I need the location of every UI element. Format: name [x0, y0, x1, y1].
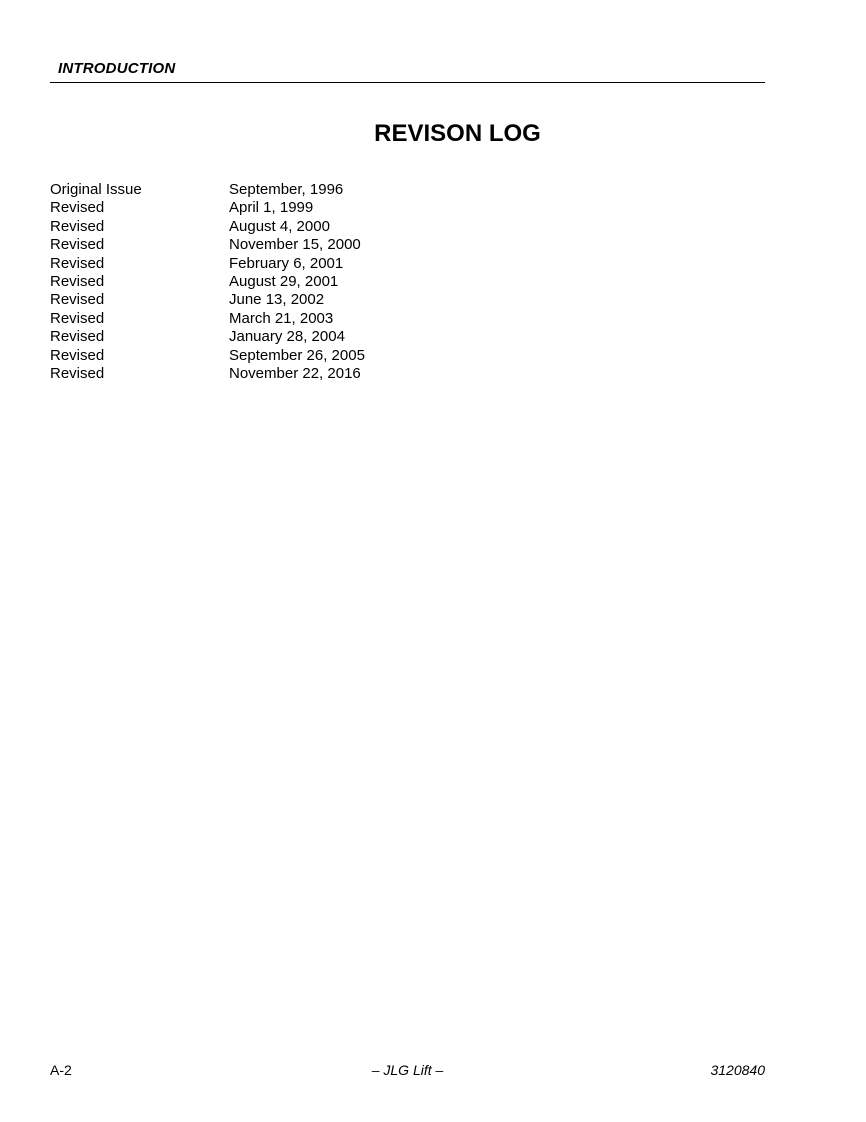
- page-header: [50, 60, 765, 83]
- revision-label: Revised: [50, 272, 105, 290]
- revision-label: Revised: [50, 346, 105, 364]
- revision-date: February 6, 2001: [229, 254, 344, 272]
- revision-label: Revised: [50, 199, 105, 217]
- revision-row: [50, 255, 550, 273]
- revision-row: [50, 328, 550, 346]
- revision-date: August 29, 2001: [229, 272, 339, 290]
- revision-row: [50, 273, 550, 291]
- revision-log: [50, 181, 550, 383]
- footer-brand: – JLG Lift –: [371, 1062, 444, 1078]
- revision-row: [50, 218, 550, 236]
- revision-row: [50, 310, 550, 328]
- document-number: 3120840: [710, 1062, 765, 1078]
- page-number: A-2: [50, 1062, 72, 1078]
- revision-date: June 13, 2002: [229, 291, 325, 309]
- revision-label: Revised: [50, 254, 105, 272]
- revision-row: [50, 347, 550, 365]
- page-footer: [50, 1062, 765, 1080]
- revision-date: November 15, 2000: [229, 236, 361, 254]
- revision-date: August 4, 2000: [229, 217, 330, 235]
- revision-label: Original Issue: [50, 181, 142, 198]
- revision-row: [50, 236, 550, 254]
- revision-label: Revised: [50, 328, 105, 346]
- revision-date: September 26, 2005: [229, 346, 365, 364]
- revision-date: November 22, 2016: [229, 364, 361, 382]
- section-title: INTRODUCTION: [58, 60, 176, 77]
- revision-date: September, 1996: [229, 181, 344, 198]
- revision-row: [50, 181, 550, 199]
- page-title: REVISON LOG: [374, 120, 541, 147]
- revision-row: [50, 365, 550, 383]
- revision-label: Revised: [50, 236, 105, 254]
- revision-date: March 21, 2003: [229, 309, 334, 327]
- revision-date: January 28, 2004: [229, 328, 345, 346]
- revision-date: April 1, 1999: [229, 199, 314, 217]
- revision-row: [50, 291, 550, 309]
- revision-label: Revised: [50, 309, 105, 327]
- revision-label: Revised: [50, 291, 105, 309]
- revision-row: [50, 199, 550, 217]
- revision-label: Revised: [50, 364, 105, 382]
- revision-label: Revised: [50, 217, 105, 235]
